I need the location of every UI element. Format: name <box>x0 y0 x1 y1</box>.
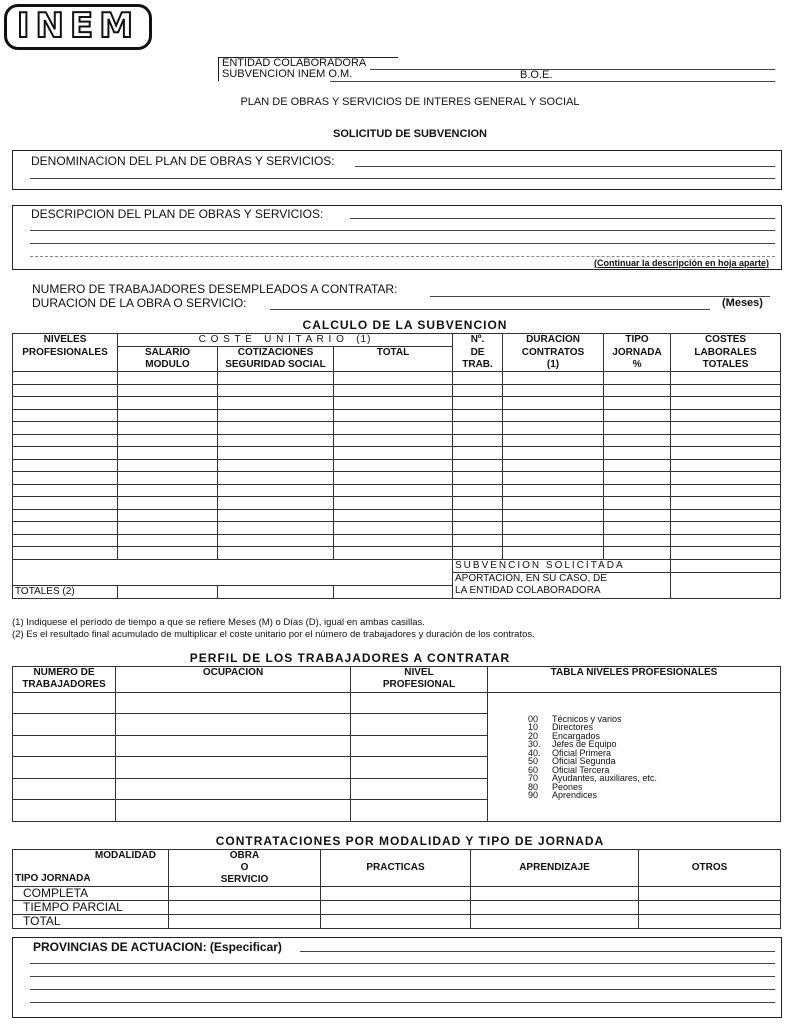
duracion-label: DURACION DE LA OBRA O SERVICIO: <box>32 296 247 310</box>
table-cell[interactable] <box>503 497 604 510</box>
table-cell[interactable] <box>604 447 671 460</box>
table-cell[interactable] <box>118 522 218 535</box>
cell[interactable] <box>471 887 639 901</box>
h-aprendizaje: APRENDIZAJE <box>519 862 590 873</box>
table-cell[interactable] <box>671 472 781 485</box>
nivel-label: Jefes de Equipo <box>552 739 617 749</box>
table-cell[interactable] <box>453 547 503 560</box>
perfil-cell[interactable] <box>13 757 116 778</box>
table-cell[interactable] <box>671 372 781 385</box>
subvencion-label: SUBVENCION INEM O.M. <box>222 68 353 80</box>
h-n: Nº. <box>470 334 485 345</box>
perfil-cell[interactable] <box>116 800 351 822</box>
table-cell[interactable] <box>604 522 671 535</box>
table-cell[interactable] <box>671 434 781 447</box>
h-modulo: MODULO <box>145 359 190 370</box>
continuar-note: (Continuar la descripción en hoja aparte) <box>593 258 769 268</box>
table-cell[interactable] <box>218 484 334 497</box>
perfil-cell[interactable] <box>13 693 116 714</box>
perfil-title: PERFIL DE LOS TRABAJADORES A CONTRATAR <box>189 651 511 665</box>
table-cell[interactable] <box>334 422 453 435</box>
nivel-code: 20 <box>528 730 539 741</box>
table-cell[interactable] <box>218 384 334 397</box>
table-row <box>13 459 781 472</box>
table-cell[interactable] <box>118 547 218 560</box>
nivel-code: 50 <box>528 756 539 766</box>
table-row <box>13 422 781 435</box>
table-cell[interactable] <box>334 434 453 447</box>
aportacion-label: APORTACION, EN SU CASO, DE <box>455 572 607 584</box>
table-cell[interactable] <box>671 547 781 560</box>
table-cell[interactable] <box>503 484 604 497</box>
table-cell[interactable] <box>13 459 118 472</box>
table-cell[interactable] <box>218 447 334 460</box>
table-cell[interactable] <box>453 397 503 410</box>
perfil-cell[interactable] <box>13 735 116 756</box>
table-cell[interactable] <box>118 497 218 510</box>
table-cell[interactable] <box>604 434 671 447</box>
descripcion-label: DESCRIPCION DEL PLAN DE OBRAS Y SERVICIOS: <box>31 207 324 221</box>
table-cell[interactable] <box>503 384 604 397</box>
niveles-legend <box>488 693 781 822</box>
h-tipo: TIPO <box>625 334 649 345</box>
table-cell[interactable] <box>334 522 453 535</box>
table-cell[interactable] <box>218 397 334 410</box>
aportacion-value-cont[interactable] <box>671 585 781 598</box>
table-cell[interactable] <box>13 372 118 385</box>
table-row <box>13 484 781 497</box>
calculo-table <box>12 333 781 599</box>
cell[interactable] <box>169 915 321 929</box>
table-cell[interactable] <box>334 509 453 522</box>
h-cotizaciones: COTIZACIONES <box>237 347 314 358</box>
h-seguridad-social: SEGURIDAD SOCIAL <box>225 359 326 370</box>
table-row <box>13 534 781 547</box>
table-cell[interactable] <box>604 384 671 397</box>
table-cell[interactable] <box>118 372 218 385</box>
h-uno: (1) <box>546 358 560 370</box>
table-cell[interactable] <box>503 397 604 410</box>
note-2: (2) Es el resultado final acumulado de multiplicar el coste unitario por el número de trabajadores y duración de los contratos. <box>12 629 535 640</box>
table-cell[interactable] <box>13 434 118 447</box>
table-cell[interactable] <box>118 509 218 522</box>
table-cell[interactable] <box>604 484 671 497</box>
contrataciones-table <box>12 849 781 929</box>
cell[interactable] <box>169 901 321 915</box>
row-tiempo-parcial: TIEMPO PARCIAL <box>23 900 123 914</box>
table-row <box>13 547 781 560</box>
table-cell[interactable] <box>503 534 604 547</box>
table-cell[interactable] <box>503 434 604 447</box>
nivel-code: 60 <box>528 764 539 775</box>
table-cell[interactable] <box>118 472 218 485</box>
h-salario: SALARIO <box>145 347 190 358</box>
h-duracion: DURACION <box>526 334 580 345</box>
cell[interactable] <box>639 901 781 915</box>
table-cell[interactable] <box>503 447 604 460</box>
table-cell[interactable] <box>604 497 671 510</box>
table-cell[interactable] <box>453 447 503 460</box>
table-cell[interactable] <box>453 522 503 535</box>
table-row <box>13 509 781 522</box>
table-cell[interactable] <box>218 547 334 560</box>
table-cell[interactable] <box>13 497 118 510</box>
table-cell[interactable] <box>118 397 218 410</box>
table-cell[interactable] <box>503 459 604 472</box>
table-cell[interactable] <box>671 509 781 522</box>
h-totales: TOTALES <box>702 358 749 370</box>
subvencion-solicitada-value[interactable] <box>671 559 781 572</box>
table-cell[interactable] <box>604 547 671 560</box>
table-cell[interactable] <box>118 459 218 472</box>
table-cell[interactable] <box>13 484 118 497</box>
denominacion-box[interactable] <box>12 150 782 190</box>
perfil-cell[interactable] <box>351 778 488 799</box>
table-cell[interactable] <box>671 447 781 460</box>
nivel-label: Directores <box>552 722 594 732</box>
h-tipo-jornada: TIPO JORNADA <box>15 873 91 884</box>
table-row <box>13 384 781 397</box>
h-niveles: NIVELES <box>43 334 87 345</box>
nivel-label: Peones <box>552 781 583 792</box>
table-cell[interactable] <box>453 459 503 472</box>
table-cell[interactable] <box>453 409 503 422</box>
table-cell[interactable] <box>671 397 781 410</box>
table-row <box>13 434 781 447</box>
h-o: O <box>240 862 249 873</box>
provincias-box[interactable] <box>12 937 782 1018</box>
table-cell[interactable] <box>604 509 671 522</box>
nivel-label: Oficial Tercera <box>552 764 610 775</box>
h-obra: OBRA <box>229 850 260 861</box>
table-cell[interactable] <box>118 484 218 497</box>
entidad-label: ENTIDAD COLABORADORA <box>222 57 367 69</box>
table-cell[interactable] <box>503 509 604 522</box>
table-cell[interactable] <box>334 409 453 422</box>
table-cell[interactable] <box>453 384 503 397</box>
table-cell[interactable] <box>334 459 453 472</box>
h-pct: % <box>632 358 642 370</box>
h-profesional: PROFESIONAL <box>382 679 456 690</box>
nivel-code: 00 <box>528 713 539 724</box>
nivel-code: 90 <box>528 790 539 800</box>
totales-cotizaciones[interactable] <box>218 585 334 598</box>
provincias-label: PROVINCIAS DE ACTUACION: (Especificar) <box>33 940 282 954</box>
descripcion-box[interactable] <box>12 205 782 270</box>
table-cell[interactable] <box>334 484 453 497</box>
perfil-cell[interactable] <box>13 778 116 799</box>
table-cell[interactable] <box>13 422 118 435</box>
h-ocupacion: OCUPACION <box>202 667 264 678</box>
h-trab: TRAB. <box>462 358 493 370</box>
table-cell[interactable] <box>604 534 671 547</box>
totales-label: TOTALES (2) <box>15 585 75 597</box>
perfil-cell[interactable] <box>116 735 351 756</box>
table-cell[interactable] <box>604 472 671 485</box>
note-1: (1) Indiquese el período de tiempo a que se refiere Meses (M) o Días (D), igual en ambas casillas. <box>12 617 425 628</box>
contrataciones-title: CONTRATACIONES POR MODALIDAD Y TIPO DE JORNADA <box>215 834 605 848</box>
table-cell[interactable] <box>671 384 781 397</box>
perfil-cell[interactable] <box>351 735 488 756</box>
table-cell[interactable] <box>453 372 503 385</box>
table-cell[interactable] <box>671 409 781 422</box>
page-title: PLAN DE OBRAS Y SERVICIOS DE INTERES GENERAL Y SOCIAL <box>240 96 580 108</box>
table-cell[interactable] <box>604 422 671 435</box>
table-cell[interactable] <box>334 534 453 547</box>
table-row <box>13 372 781 385</box>
table-cell[interactable] <box>671 497 781 510</box>
h-nivel: NIVEL <box>404 667 434 678</box>
denominacion-label: DENOMINACION DEL PLAN DE OBRAS Y SERVICIOS: <box>31 154 335 168</box>
table-cell[interactable] <box>118 409 218 422</box>
totales-total[interactable] <box>334 585 453 598</box>
table-cell[interactable] <box>118 434 218 447</box>
nivel-label: Técnicos y varios <box>552 713 622 724</box>
table-row <box>13 397 781 410</box>
table-cell[interactable] <box>218 497 334 510</box>
table-cell[interactable] <box>334 472 453 485</box>
table-cell[interactable] <box>453 434 503 447</box>
cell[interactable] <box>321 901 471 915</box>
table-row <box>13 522 781 535</box>
table-cell[interactable] <box>13 397 118 410</box>
nivel-code: 40. <box>528 747 541 758</box>
perfil-cell[interactable] <box>116 778 351 799</box>
table-cell[interactable] <box>13 509 118 522</box>
table-row <box>13 409 781 422</box>
h-servicio: SERVICIO <box>220 874 269 885</box>
table-cell[interactable] <box>453 509 503 522</box>
table-cell[interactable] <box>334 447 453 460</box>
table-cell[interactable] <box>334 384 453 397</box>
table-cell[interactable] <box>118 384 218 397</box>
nivel-code: 10 <box>528 722 539 732</box>
h-trabajadores: TRABAJADORES <box>22 679 106 690</box>
perfil-cell[interactable] <box>351 800 488 822</box>
nivel-label: Oficial Primera <box>552 747 612 758</box>
table-cell[interactable] <box>453 484 503 497</box>
entidad-colaboradora-label: LA ENTIDAD COLABORADORA <box>455 585 601 596</box>
perfil-cell[interactable] <box>351 714 488 735</box>
table-cell[interactable] <box>604 459 671 472</box>
table-row <box>13 447 781 460</box>
nivel-label: Ayudantes, auxiliares, etc. <box>552 773 657 783</box>
cell[interactable] <box>471 901 639 915</box>
table-cell[interactable] <box>13 472 118 485</box>
nivel-code: 70 <box>528 773 539 783</box>
h-laborales: LABORALES <box>694 346 757 358</box>
table-cell[interactable] <box>671 459 781 472</box>
perfil-cell[interactable] <box>13 714 116 735</box>
table-cell[interactable] <box>503 547 604 560</box>
table-cell[interactable] <box>604 397 671 410</box>
perfil-cell[interactable] <box>351 693 488 714</box>
cell[interactable] <box>169 887 321 901</box>
cell[interactable] <box>471 915 639 929</box>
nivel-label: Encargados <box>552 730 601 741</box>
nivel-code: 80 <box>528 781 539 792</box>
table-row <box>13 497 781 510</box>
table-cell[interactable] <box>118 422 218 435</box>
table-cell[interactable] <box>671 522 781 535</box>
h-tabla-niveles: TABLA NIVELES PROFESIONALES <box>550 667 718 678</box>
inem-logo: INEM <box>4 4 152 50</box>
table-cell[interactable] <box>503 422 604 435</box>
meses-label: (Meses) <box>722 297 763 309</box>
table-cell[interactable] <box>218 409 334 422</box>
table-cell[interactable] <box>118 447 218 460</box>
cell[interactable] <box>321 915 471 929</box>
h-contratos: CONTRATOS <box>521 346 585 358</box>
table-cell[interactable] <box>13 534 118 547</box>
table-cell[interactable] <box>671 422 781 435</box>
page-subtitle: SOLICITUD DE SUBVENCION <box>332 128 487 140</box>
table-cell[interactable] <box>671 484 781 497</box>
nivel-item <box>528 791 778 800</box>
h-coste-unitario: C O S T E U N I T A R I O (1) <box>198 334 372 345</box>
table-cell[interactable] <box>604 372 671 385</box>
totales-salario[interactable] <box>118 585 218 598</box>
nivel-label: Aprendices <box>552 790 598 800</box>
h-profesionales: PROFESIONALES <box>22 346 108 358</box>
table-cell[interactable] <box>218 472 334 485</box>
cell[interactable] <box>321 887 471 901</box>
table-cell[interactable] <box>218 422 334 435</box>
table-cell[interactable] <box>604 409 671 422</box>
subvencion-solicitada-label: SUBVENCION SOLICITADA <box>455 559 625 571</box>
table-cell[interactable] <box>453 534 503 547</box>
table-cell[interactable] <box>13 409 118 422</box>
calculo-title: CALCULO DE LA SUBVENCION <box>302 318 508 332</box>
h-costes: COSTES <box>704 334 747 345</box>
numero-trabajadores-label: NUMERO DE TRABAJADORES DESEMPLEADOS A CONTRATAR: <box>32 282 398 296</box>
nivel-label: Oficial Segunda <box>552 756 616 766</box>
boe-label: B.O.E. <box>520 69 553 81</box>
row-completa: COMPLETA <box>23 886 89 900</box>
table-cell[interactable] <box>218 522 334 535</box>
perfil-cell[interactable] <box>116 757 351 778</box>
h-de: DE <box>470 346 485 358</box>
h-otros: OTROS <box>691 862 728 873</box>
table-cell[interactable] <box>218 372 334 385</box>
h-modalidad: MODALIDAD <box>94 850 156 861</box>
table-cell[interactable] <box>334 397 453 410</box>
table-cell[interactable] <box>13 384 118 397</box>
table-cell[interactable] <box>453 497 503 510</box>
table-cell[interactable] <box>453 472 503 485</box>
perfil-cell[interactable] <box>116 714 351 735</box>
h-jornada: JORNADA <box>612 346 662 358</box>
table-cell[interactable] <box>13 547 118 560</box>
table-cell[interactable] <box>503 409 604 422</box>
table-cell[interactable] <box>453 422 503 435</box>
table-cell[interactable] <box>13 447 118 460</box>
table-cell[interactable] <box>118 534 218 547</box>
h-numero: NUMERO DE <box>33 667 95 678</box>
table-row <box>13 472 781 485</box>
table-cell[interactable] <box>503 522 604 535</box>
perfil-cell[interactable] <box>116 693 351 714</box>
table-cell[interactable] <box>503 372 604 385</box>
table-cell[interactable] <box>218 534 334 547</box>
nivel-code: 30. <box>528 739 541 749</box>
cell[interactable] <box>639 887 781 901</box>
table-cell[interactable] <box>503 472 604 485</box>
aportacion-value[interactable] <box>671 572 781 585</box>
table-cell[interactable] <box>218 434 334 447</box>
table-cell[interactable] <box>218 459 334 472</box>
table-cell[interactable] <box>334 497 453 510</box>
h-practicas: PRACTICAS <box>366 862 425 873</box>
table-cell[interactable] <box>13 522 118 535</box>
row-total: TOTAL <box>23 914 61 928</box>
cell[interactable] <box>639 915 781 929</box>
perfil-cell[interactable] <box>351 757 488 778</box>
table-cell[interactable] <box>334 547 453 560</box>
table-cell[interactable] <box>334 372 453 385</box>
perfil-cell[interactable] <box>13 800 116 822</box>
perfil-table <box>12 666 781 822</box>
h-total: TOTAL <box>376 347 410 358</box>
table-cell[interactable] <box>218 509 334 522</box>
table-cell[interactable] <box>671 534 781 547</box>
